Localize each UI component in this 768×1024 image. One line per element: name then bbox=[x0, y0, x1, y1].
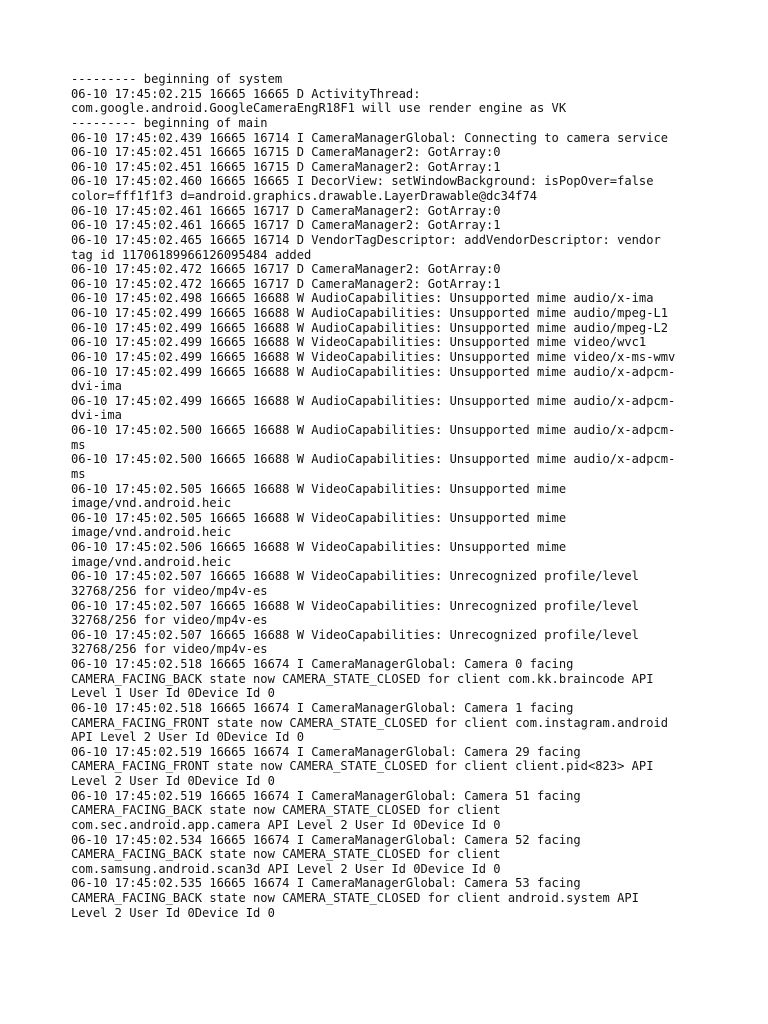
log-line: 06-10 17:45:02.519 16665 16674 I CameraManagerGlobal: Camera 29 facing bbox=[71, 744, 581, 759]
log-line: 06-10 17:45:02.534 16665 16674 I CameraManagerGlobal: Camera 52 facing bbox=[71, 832, 581, 847]
log-line: 06-10 17:45:02.505 16665 16688 W VideoCapabilities: Unsupported mime bbox=[71, 481, 567, 496]
log-line: ms bbox=[71, 437, 86, 452]
log-line: 06-10 17:45:02.461 16665 16717 D CameraManager2: GotArray:0 bbox=[71, 203, 501, 218]
log-line: 06-10 17:45:02.519 16665 16674 I CameraManagerGlobal: Camera 51 facing bbox=[71, 788, 581, 803]
log-line: 06-10 17:45:02.500 16665 16688 W AudioCapabilities: Unsupported mime audio/x-adpcm- bbox=[71, 423, 676, 437]
log-line: ms bbox=[71, 466, 86, 481]
log-line: 06-10 17:45:02.505 16665 16688 W VideoCapabilities: Unsupported mime bbox=[71, 510, 567, 525]
log-line: Level 2 User Id 0Device Id 0 bbox=[71, 774, 275, 788]
log-line: CAMERA_FACING_BACK state now CAMERA_STATE_CLOSED for client android.system API bbox=[71, 891, 639, 905]
log-line: image/vnd.android.heic bbox=[71, 496, 232, 511]
log-text bbox=[71, 72, 711, 920]
log-line: Level 2 User Id 0Device Id 0 bbox=[71, 905, 275, 920]
log-line: 32768/256 for video/mp4v-es bbox=[71, 642, 268, 657]
log-line: API Level 2 User Id 0Device Id 0 bbox=[71, 730, 304, 745]
log-line: 06-10 17:45:02.460 16665 16665 I DecorView: setWindowBackground: isPopOver=false bbox=[71, 174, 654, 189]
log-line: 06-10 17:45:02.518 16665 16674 I CameraManagerGlobal: Camera 0 facing bbox=[71, 657, 574, 671]
log-line: 06-10 17:45:02.451 16665 16715 D CameraManager2: GotArray:1 bbox=[71, 159, 501, 174]
log-line: image/vnd.android.heic bbox=[71, 525, 232, 540]
log-line: 06-10 17:45:02.507 16665 16688 W VideoCapabilities: Unrecognized profile/level bbox=[71, 598, 639, 613]
log-line: com.samsung.android.scan3d API Level 2 User Id 0Device Id 0 bbox=[71, 861, 501, 876]
log-line: color=fff1f1f3 d=android.graphics.drawable.LayerDrawable@dc34f74 bbox=[71, 189, 537, 203]
log-line: CAMERA_FACING_BACK state now CAMERA_STATE_CLOSED for client com.kk.braincode API bbox=[71, 671, 654, 686]
log-line: 06-10 17:45:02.472 16665 16717 D CameraManager2: GotArray:0 bbox=[71, 262, 501, 277]
log-line: dvi-ima bbox=[71, 408, 122, 423]
log-line: com.sec.android.app.camera API Level 2 User Id 0Device Id 0 bbox=[71, 817, 501, 832]
log-line: 06-10 17:45:02.507 16665 16688 W VideoCapabilities: Unrecognized profile/level bbox=[71, 627, 639, 642]
log-line: CAMERA_FACING_FRONT state now CAMERA_STATE_CLOSED for client com.instagram.android bbox=[71, 715, 669, 730]
log-line: 06-10 17:45:02.499 16665 16688 W VideoCapabilities: Unsupported mime video/x-ms-wmv bbox=[71, 349, 676, 364]
log-line: com.google.android.GoogleCameraEngR18F1 will use render engine as VK bbox=[71, 101, 567, 116]
log-line: --------- beginning of main bbox=[71, 115, 268, 130]
log-line: 06-10 17:45:02.499 16665 16688 W AudioCapabilities: Unsupported mime audio/x-adpcm- bbox=[71, 393, 676, 408]
log-line: image/vnd.android.heic bbox=[71, 554, 232, 569]
log-line: 06-10 17:45:02.472 16665 16717 D CameraManager2: GotArray:1 bbox=[71, 276, 501, 291]
log-line: 06-10 17:45:02.451 16665 16715 D CameraManager2: GotArray:0 bbox=[71, 145, 501, 160]
log-line: 06-10 17:45:02.498 16665 16688 W AudioCapabilities: Unsupported mime audio/x-ima bbox=[71, 291, 654, 306]
log-line: tag id 11706189966126095484 added bbox=[71, 247, 312, 262]
log-line: CAMERA_FACING_BACK state now CAMERA_STATE_CLOSED for client bbox=[71, 803, 501, 818]
log-line: 06-10 17:45:02.535 16665 16674 I CameraManagerGlobal: Camera 53 facing bbox=[71, 876, 581, 891]
log-line: 06-10 17:45:02.215 16665 16665 D ActivityThread: bbox=[71, 86, 421, 101]
log-line: 06-10 17:45:02.461 16665 16717 D CameraManager2: GotArray:1 bbox=[71, 218, 501, 233]
log-line: Level 1 User Id 0Device Id 0 bbox=[71, 686, 275, 701]
log-line: 06-10 17:45:02.506 16665 16688 W VideoCapabilities: Unsupported mime bbox=[71, 540, 567, 554]
log-line: 06-10 17:45:02.499 16665 16688 W VideoCapabilities: Unsupported mime video/wvc1 bbox=[71, 335, 647, 350]
log-line: CAMERA_FACING_FRONT state now CAMERA_STATE_CLOSED for client client.pid<823> API bbox=[71, 759, 654, 774]
log-line: 06-10 17:45:02.465 16665 16714 D VendorTagDescriptor: addVendorDescriptor: vendor bbox=[71, 232, 661, 247]
log-line: 32768/256 for video/mp4v-es bbox=[71, 613, 268, 628]
log-document bbox=[71, 72, 711, 920]
log-line: 06-10 17:45:02.439 16665 16714 I CameraManagerGlobal: Connecting to camera service bbox=[71, 130, 669, 145]
log-line: 06-10 17:45:02.518 16665 16674 I CameraManagerGlobal: Camera 1 facing bbox=[71, 700, 574, 715]
log-line: 06-10 17:45:02.500 16665 16688 W AudioCapabilities: Unsupported mime audio/x-adpcm- bbox=[71, 452, 676, 467]
log-line: 32768/256 for video/mp4v-es bbox=[71, 583, 268, 598]
log-line: --------- beginning of system bbox=[71, 72, 283, 86]
log-line: 06-10 17:45:02.499 16665 16688 W AudioCapabilities: Unsupported mime audio/mpeg-L1 bbox=[71, 306, 669, 320]
log-line: 06-10 17:45:02.499 16665 16688 W AudioCapabilities: Unsupported mime audio/mpeg-L2 bbox=[71, 320, 669, 335]
log-line: 06-10 17:45:02.499 16665 16688 W AudioCapabilities: Unsupported mime audio/x-adpcm- bbox=[71, 364, 676, 379]
log-line: dvi-ima bbox=[71, 379, 122, 394]
log-line: 06-10 17:45:02.507 16665 16688 W VideoCapabilities: Unrecognized profile/level bbox=[71, 569, 639, 584]
log-line: CAMERA_FACING_BACK state now CAMERA_STATE_CLOSED for client bbox=[71, 847, 501, 862]
